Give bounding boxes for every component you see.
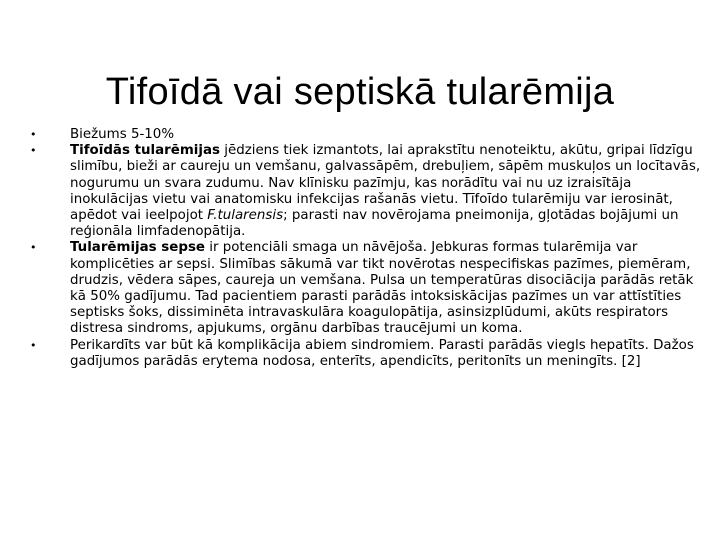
bullet-text: Perikardīts var būt kā komplikācija abiem sindromiem. Parasti parādās viegls hepatīts. Dažos gadījumos parādās erytema nodosa, enterīts, apendicīts, peritonīts un meningīts. [2] [70, 337, 694, 369]
bullet-complications [30, 338, 710, 370]
bullet-text: Biežums 5-10% [70, 127, 175, 142]
slide-title: Tifoīdā vai septiskā tularēmija [105, 71, 615, 114]
bullet-text-continued: ; parasti nav novērojama pneimonija, gļotādas bojājumi un reģionāla limfadenopātija. [70, 208, 679, 240]
bullet-marker: • [30, 144, 37, 158]
bullet-term: Tifoīdās tularēmijas [70, 143, 220, 159]
bullet-text: ir potenciāli smaga un nāvējoša. Jebkuras formas tularēmija var komplicēties ar sepsi. Slimības sākumā var tikt novērotas nespecifiskas pazīmes, piemēram, drudzis, vēdera sāpes, caureja un vemšana. Pulsa un temperatūras disociācija parādās retāk kā 50% gadījumu. Tad pacientiem parasti parādās intoksiskācijas pazīmes un var attīstīties septisks šoks, dissiminēta intravaskulāra koagulopātija, asinsizplūdumi, akūts respirators distresa sindroms, apjukums, orgānu darbības traucējumi un koma. [70, 240, 694, 337]
species-name: F.tularensis [207, 208, 284, 224]
bullet-term: Tularēmijas sepse [70, 240, 205, 256]
bullet-frequency [30, 127, 710, 143]
bullet-marker: • [30, 128, 37, 141]
bullet-marker: • [30, 338, 37, 352]
bullet-sepsis [30, 240, 710, 337]
bullet-text: jēdziens tiek izmantots, lai aprakstītu nenoteiktu, akūtu, gripai līdzīgu slimību, bieži ar caureju un vemšanu, galvassāpēm, drebuļiem, sāpēm muskuļos un locītavās, nogurumu un svara zudumu. Nav klīnisku pazīmju, kas norādītu vai nu uz izraisītāja inokulācijas vietu vai anatomisku infekcijas rašanās vietu. Tīfoīdo tularēmiju var ierosināt, apēdot vai ieelpojot [70, 143, 701, 224]
bullet-typhoidal [30, 143, 710, 240]
bullet-list [30, 127, 710, 370]
bullet-marker: • [30, 241, 37, 255]
